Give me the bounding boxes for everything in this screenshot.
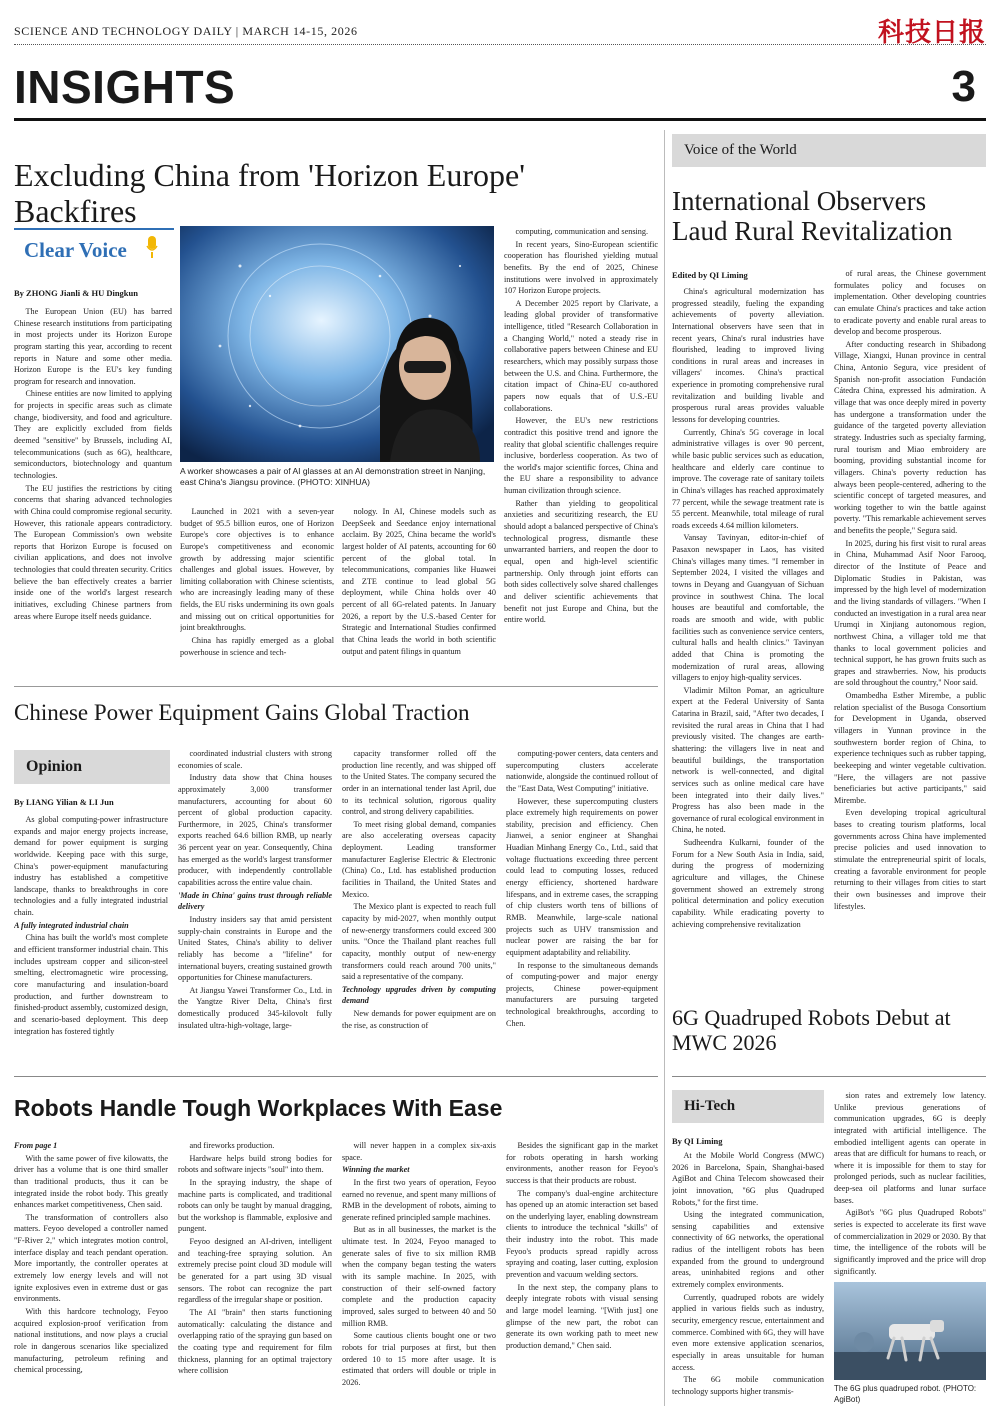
- article1-photo-caption: A worker showcases a pair of AI glasses at an AI demonstration street in Nanjing, east China's Jiangsu province. (PHOTO: XINHUA): [180, 466, 486, 488]
- paragraph: As global computing-power infrastructure expands and major energy projects increase, demand for power equipment is surging worldwide. Keeping pace with this surge, China's power-equipment manufacturing industry has established a competitive landscape, thanks to breakthroughs in core technologies and a fully integrated industrial chain.: [14, 815, 168, 918]
- paragraph: In the first two years of operation, Feyoo earned no revenue, and spent many millions of RMB in the development of robots, aiming to generate refined principled sample machines.: [342, 1177, 496, 1222]
- paragraph: From page 1: [14, 1141, 58, 1150]
- article3-col3: [342, 1140, 496, 1406]
- paragraph: China has built the world's most complete and efficient transformer industrial chain. This includes upstream copper and silicon-steel smelting, electromagnetic wire processing, core manufacturing and insulation-board production, and further downstream to finished-product assembly, customized design, and scenario-based deployment. This deep integration has fostered tightly: [14, 933, 168, 1036]
- paragraph: To meet rising global demand, companies are also accelerating overseas capacity deployment. Leading transformer manufacturer Eaglerise Electric & Electronic (China) Co., Ltd. has established production facilities in Thailand, the United States and Mexico.: [342, 819, 496, 899]
- paragraph: Industry insiders say that amid persistent supply-chain constraints in Europe and the United States, China's ability to deliver reliably has become a "lifeline" for international buyers, creating sustained growth opportunities for Chinese manufacturers.: [178, 914, 332, 983]
- article1-col3: [342, 506, 496, 672]
- header-divider: [14, 44, 986, 45]
- paragraph: coordinated industrial clusters with strong economies of scale.: [178, 749, 332, 770]
- paragraph: A December 2025 report by Clarivate, a leading global provider of transformative intelligence, titled "Research Collaboration in a Changing World," noted a steady rise in collaborative papers between Chinese and EU researchers, which may possibly surpass those between the U.S. and China. Furthermore, the citation impact of China-EU co-authored papers now equals that of U.S.-EU collaborations.: [504, 298, 658, 413]
- voice-of-world-tag: Voice of the World: [672, 134, 986, 167]
- paragraph: AgiBot's "6G plus Quadruped Robots" series is expected to accelerate its first wave of commercialization in 2029 or 2030. By that time, the intelligence of the robots will be significantly improved and the price will drop significantly.: [834, 1208, 986, 1276]
- paragraph: At Jiangsu Yawei Transformer Co., Ltd. in the Yangtze River Delta, China's first domestically produced 345-kilovolt fully insulated ultra-high-voltage, large-: [178, 985, 332, 1030]
- column-divider: [664, 130, 665, 1406]
- paragraph: But as in all businesses, the market is the ultimate test. In 2024, Feyoo managed to generate sales of five to six million RMB when the company began testing the waters with its sample machine. In 2025, with construction of their self-owned factory complete and the production capacity improved, sales surged to between 40 and 50 million RMB.: [342, 1225, 496, 1328]
- quadruped-robot-photo: [834, 1282, 986, 1380]
- paragraph: In response to the simultaneous demands of computing-power and major energy projects, Chinese power-equipment manufacturers are pursuing targeted technological breakthroughs, according to Chen.: [506, 960, 658, 1028]
- paragraph: A fully integrated industrial chain: [14, 920, 129, 930]
- article1-col2: [180, 506, 334, 672]
- article4-col2: [834, 268, 986, 988]
- article5-col1: [672, 1150, 824, 1408]
- article2-byline: By LIANG Yilian & LI Jun: [14, 797, 114, 807]
- paragraph: Some cautious clients bought one or two robots for trial purposes at first, but then ordered 10 to 15 more after usage. It is estimated that orders will double or triple in 2026.: [342, 1331, 496, 1387]
- article5-col2: [834, 1090, 986, 1276]
- paragraph: With the same power of five kilowatts, the driver has a volume that is one third smaller than traditional products, thus it can be integrated inside the robot body. This greatly enhances market competitiveness, Chen said.: [14, 1153, 168, 1210]
- paragraph: Launched in 2021 with a seven-year budget of 95.5 billion euros, one of Horizon Europe's core objectives is to enhance Europe's competitiveness and economic growth by addressing major scientific challenges and global issues. However, by limiting collaboration with Chinese scientists, who are increasingly leading many of these fields, the EU risks undermining its own goals and missing out on critical opportunities for joint breakthroughs.: [180, 507, 334, 633]
- paragraph: Industry data show that China houses approximately 3,000 transformer manufacturers, accounting for about 60 percent of global production capacity. Furthermore, in 2025, China's transformer exports reached 64.6 billion RMB, up nearly 36 percent year on year. Consequently, China has emerged as the world's largest transformer producer, with independently controllable capabilities across the entire value chain.: [178, 773, 332, 888]
- paragraph: computing, communication and sensing.: [515, 227, 649, 236]
- article3-col4: [506, 1140, 658, 1406]
- paragraph: After conducting research in Shibadong Village, Xiangxi, Hunan province in central China, Antonio Segura, vice president of Spanish non-profit association Fundación Cátedra China, expressed his admiration. A village that was once deeply mired in poverty has undergone a transformation under the guidance of the targeted poverty alleviation strategy. Industries such as specialty farming, rural tourism and Miao embroidery are booming, providing substantial income for villagers. China's poverty reduction has always been people-centered, adhering to the scientific concept of targeted measures, and working together to win the battle against poverty. "This remarkable achievement serves and benefits the people," Segura said.: [834, 339, 986, 536]
- article2-col3: [342, 748, 496, 1064]
- article2-col4: [506, 748, 658, 1064]
- paragraph: In recent years, Sino-European scientific cooperation has flourished yielding mutual benefits. By the end of 2025, Chinese institutions were involved in approximately 107 Horizon Europe projects.: [504, 239, 658, 296]
- paragraph: The Mexico plant is expected to reach full capacity by mid-2027, when monthly output of new-energy transformers could exceed 300 units. "Once the Thailand plant reaches full capacity, monthly output of new-energy transformers could reach around 700 units," said a representative of the company.: [342, 902, 496, 982]
- paragraph: Even developing tropical agricultural bases to creating tourism platforms, local governments across China have implemented precise policies and used innovation to stimulate the entrepreneurial spirit of locals, creating a favorable environment for people returning to their villages from cities to start their own businesses and improve their lifestyles.: [834, 808, 986, 911]
- article5-photo-caption: The 6G plus quadruped robot. (PHOTO: AgiBot): [834, 1384, 977, 1404]
- paragraph: of rural areas, the Chinese government formulates policy and focuses on implementation. Other developing countries can emulate China's practices and take action to eradicate poverty and enable rural areas to develop and become prosperous.: [834, 269, 986, 337]
- paragraph: Chinese entities are now limited to applying for projects in specific areas such as climate change, biodiversity, and food and agriculture. They are explicitly excluded from fields deemed "sensitive" by Brussels, including AI, telecommunications (such as 6G), healthcare, semiconductors, biotechnology and quantum technologies.: [14, 389, 172, 480]
- paragraph: Currently, China's 5G coverage in local administrative villages is over 90 percent, while basic public services such as education, healthcare and elderly care continue to improve. The coverage rate of sanitary toilets in China's villages has reached approximately 77 percent, while the sewage treatment rate is 55 percent. Meanwhile, total mileage of rural roads exceeds 4.64 million kilometers.: [672, 427, 824, 530]
- hi-tech-tag: Hi-Tech: [672, 1090, 824, 1123]
- paragraph: Winning the market: [342, 1165, 410, 1175]
- article1-byline: By ZHONG Jianli & HU Dingkun: [14, 288, 138, 298]
- paragraph: Vladimir Milton Pomar, an agriculture expert at the Federal University of Santa Catarina in Brazil, said, "After two decades, I revisited the rural areas in China that I had previously visited. The changes are earth-shattering: the villagers live in neat and beautiful buildings, the transportation network is well-connected, and digital services such as online medical care have been integrated into their daily lives." Progress has also been made in the governance of rural ecological environment in China, he noted.: [672, 685, 824, 835]
- paragraph: In the next step, the company plans to deeply integrate robots with visual sensing and large model learning. "[With just] one glimpse of the new part, the robot can generate its own working path to meet new production demand," Chen said.: [506, 1282, 658, 1350]
- article3-col1: [14, 1140, 168, 1406]
- paragraph: capacity transformer rolled off the production line recently, and was shipped off to the United States. The company secured the order in an international tender last April, due to its technical solution, rigorous quality control, and strong delivery capabilities.: [342, 749, 496, 817]
- article5-rule: [672, 1076, 986, 1077]
- paragraph: With this hardcore technology, Feyoo acquired explosion-proof verification from national institutions, and now plays a crucial role in dangerous scenarios like specialized manufacturing, petroleum refining and chemical processing,: [14, 1306, 168, 1375]
- paragraph: Technology upgrades driven by computing demand: [342, 984, 496, 1006]
- paragraph: China's agricultural modernization has progressed steadily, fueling the expanding achievements of poverty alleviation. International observers have seen that in recent years, China's rural industries have flourished, leading to improved living conditions in rural areas and increases in villagers' incomes. China's practical experience in promoting comprehensive rural revitalization and building livable and prosperous rural areas provides valuable lessons for developing countries.: [672, 287, 824, 425]
- article2-col2: [178, 748, 332, 1064]
- ai-glasses-photo: [180, 226, 494, 462]
- paragraph: China has rapidly emerged as a global powerhouse in science and tech-: [180, 636, 334, 657]
- paragraph: sion rates and extremely low latency. Unlike previous generations of communication upgrades, 6G is deeply integrated with artificial intelligence. The embodied intelligent agents can operate in areas that are difficult for humans to reach, or where it is impossible for them to stay for prolonged periods, such as nuclear facilities, deep-sea oil platforms and lunar surface bases.: [834, 1091, 986, 1205]
- paragraph: The European Union (EU) has barred Chinese research institutions from participating in most projects under its Horizon Europe program starting this year, according to recent reports in Nature and some other media. Horizon Europe is the EU's key funding program for research and innovation.: [14, 307, 172, 386]
- section-title: INSIGHTS: [14, 61, 236, 113]
- opinion-tag: Opinion: [14, 750, 170, 784]
- paragraph: will never happen in a complex six-axis space.: [342, 1141, 496, 1162]
- clear-voice-label: Clear Voice: [24, 238, 127, 262]
- paragraph: Sudheendra Kulkarni, founder of the Forum for a New South Asia in India, said, during the progress of modernizing agriculture and villages, the Chinese government showed an extremely strong political determination and policy execution capability. While eradicating poverty to achieving comprehensive revitalization: [672, 838, 824, 929]
- article-divider: [14, 686, 658, 687]
- article3-headline: Robots Handle Tough Workplaces With Ease: [14, 1095, 503, 1121]
- clear-voice-tag: [14, 228, 174, 268]
- paragraph: Rather than yielding to geopolitical anxieties and securitizing research, the EU should adopt a balanced perspective of China's technological progress, dismantle these unwarranted barriers, and reopen the door to equal, open and high-level scientific partnership. Only through joint efforts can both sides collectively solve shared challenges and deliver scientific achievements that benefit not just Europe and China, but the entire world.: [504, 498, 658, 625]
- article4-headline: International Observers Laud Rural Revitalization: [672, 186, 953, 247]
- paragraph: In 2025, during his first visit to rural areas in China, Muhammad Asif Noor Farooq, director of the Institute of Peace and Diplomatic Studies in Pakistan, was impressed by the high level of modernization and the living standards of villagers. "When I conducted an investigation in a rural area near Urumqi in Xinjiang autonomous region, northwest China, a villager told me that thanks to local government policies and technical support, he has grown fruits such as grapes and strawberries. Now, his products are sold throughout the country," Noor said.: [834, 538, 986, 688]
- paragraph: However, the EU's new restrictions contradict this positive trend and ignore the reality that global scientific challenges require inclusive, borderless cooperation. As two of the world's major scientific forces, China and the EU share a responsibility to advance human civilization through science.: [504, 416, 658, 496]
- paragraph: In the spraying industry, the shape of machine parts is complicated, and traditional robots can only be taught by manual dragging, but the workshop is flammable, explosive and pungent.: [178, 1177, 332, 1234]
- article4-col1: [672, 286, 824, 988]
- paragraph: computing-power centers, data centers and supercomputing clusters accelerate nationwide, alongside the continued rollout of the "East Data, West Computing" initiative.: [506, 749, 658, 793]
- newspaper-logo: 科技日报: [877, 18, 986, 48]
- paragraph: The EU justifies the restrictions by citing concerns that sharing advanced technologies with China could compromise regional security. However, this rationale appears contradictory. The European Commission's own website reports that Horizon Europe is focused on civilian applications, and does not involve technologies that could threaten security. Critics believe the ban effectively creates a barrier inside one of the world's largest research initiatives, excluding Chinese partners from areas where Europe itself needs guidance.: [14, 483, 172, 621]
- paragraph: 'Made in China' gains trust through reliable delivery: [178, 890, 332, 912]
- paragraph: nology. In AI, Chinese models such as DeepSeek and Seedance enjoy international acclaim. By 2025, China became the world's largest holder of AI patents, accounting for 60 percent of the global total. In telecommunications, companies like Huawei and ZTE continue to lead global 5G deployment, while China holds over 40 percent of all 6G-related patents. In January 2026, a report by the U.S.-based Center for Strategic and International Studies confirmed that China leads the world in both scientific output and patent filings in quantum: [342, 507, 496, 656]
- dateline: SCIENCE AND TECHNOLOGY DAILY | MARCH 14-15, 2026: [14, 24, 358, 38]
- article3-col2: [178, 1140, 332, 1406]
- paragraph: The company's dual-engine architecture has opened up an atomic interaction set based on the underlying layer, enabling downstream clients to introduce the technical "skills" of their industry into the robot. This made Feyoo's products spread rapidly across spraying and coating, laser cutting, explosion prevention and vacuum welding sectors.: [506, 1188, 658, 1280]
- page-number: 3: [951, 62, 976, 111]
- article1-col4: [504, 226, 658, 672]
- paragraph: New demands for power equipment are on the rise, as construction of: [342, 1009, 496, 1030]
- article1-headline: Excluding China from 'Horizon Europe' Backfires: [14, 157, 525, 229]
- paragraph: The 6G mobile communication technology supports higher transmis-: [672, 1375, 824, 1396]
- paragraph: However, these supercomputing clusters place extremely high requirements on power stability, precision and efficiency. Chen Jianwei, a senior engineer at Shanghai Huadian Minhang Energy Co., Ltd., said that voltage fluctuations exceeding three percent could lead to computing losses, reduced energy efficiency, shortened hardware lifespans, and in extreme cases, the scrapping of chip clusters worth tens of billions of RMB. Meanwhile, large-scale national projects such as UHV transmission and nuclear power are raising the bar for equipment adaptability and reliability.: [506, 796, 658, 957]
- article2-headline: Chinese Power Equipment Gains Global Traction: [14, 700, 470, 725]
- paragraph: The transformation of controllers also matters. Feyoo developed a controller named "F-River 2," which integrates motion control, interface display and teach pendant operation. More importantly, the controller operates at extremely low energy levels and will not ignite explosives even in extreme dust or gas environments.: [14, 1212, 168, 1304]
- microphone-icon: [146, 236, 158, 260]
- paragraph: Besides the significant gap in the market for robots operating in harsh working environments, another reason for Feyoo's success is that their products are robust.: [506, 1141, 658, 1185]
- article5-byline: By QI Liming: [672, 1136, 723, 1146]
- paragraph: Currently, quadruped robots are widely applied in various fields such as industry, security, emergency rescue, entertainment and commerce. Combined with 6G, they will have even more extensive application scenarios, especially in areas unsuitable for human access.: [672, 1292, 824, 1372]
- paragraph: At the Mobile World Congress (MWC) 2026 in Barcelona, Spain, Shanghai-based AgiBot and China Telecom showcased their joint innovation, "6G plus Quadruped Robots," for the first time.: [672, 1151, 824, 1207]
- paragraph: Using the integrated communication, sensing capabilities and extensive connectivity of 6G networks, the operational radius of the intelligent robots has been expanded from the ground to underground areas, uninhabited regions and other extremely complex environments.: [672, 1210, 824, 1290]
- article5-headline: 6G Quadruped Robots Debut at MWC 2026: [672, 1005, 951, 1055]
- paragraph: Vansay Tavinyan, editor-in-chief of Pasaxon newspaper in Laos, has visited China's villages many times. "I remember in September 2024, I visited the villages and towns in Deyang and Guangyuan of Sichuan province in southwest China. The local houses are beautiful and comfortable, the roads are smooth and wide, with public facilities such as convenience service centers, cultural halls and health clinics." Tavinyan added that China is promoting the modernization of rural areas, allowing villagers to enjoy high-quality services.: [672, 533, 824, 683]
- article1-col1: [14, 306, 172, 672]
- article4-byline: Edited by QI Liming: [672, 270, 748, 280]
- paragraph: Omambedha Esther Mirembe, a public relation specialist of the Busoga Consortium for Development in Uganda, observed villagers in Yunnan province in the southwestern border region of China, to experience techniques such as rubber tapping, beekeeping and winter vegetable cultivation. "Here, the villagers are not passive beneficiaries but active participants," said Mirembe.: [834, 691, 986, 805]
- paragraph: The AI "brain" then starts functioning automatically: calculating the distance and overlapping ratio of the spraying gun based on the coating type and requirement for film thickness, planning for an optimal trajectory where collision: [178, 1307, 332, 1376]
- article-divider-2: [14, 1076, 658, 1077]
- paragraph: Hardware helps build strong bodies for robots and software injects "soul" into them.: [178, 1153, 332, 1175]
- article2-col1: [14, 814, 168, 1064]
- paragraph: and fireworks production.: [189, 1141, 275, 1150]
- paragraph: Feyoo designed an AI-driven, intelligent and teaching-free spraying solution. An extremely precise point cloud 3D module will be generated for a part using 3D visual sensors. The robot can recognize the part regardless of the irregular shape or position.: [178, 1237, 332, 1305]
- section-rule: [14, 118, 986, 121]
